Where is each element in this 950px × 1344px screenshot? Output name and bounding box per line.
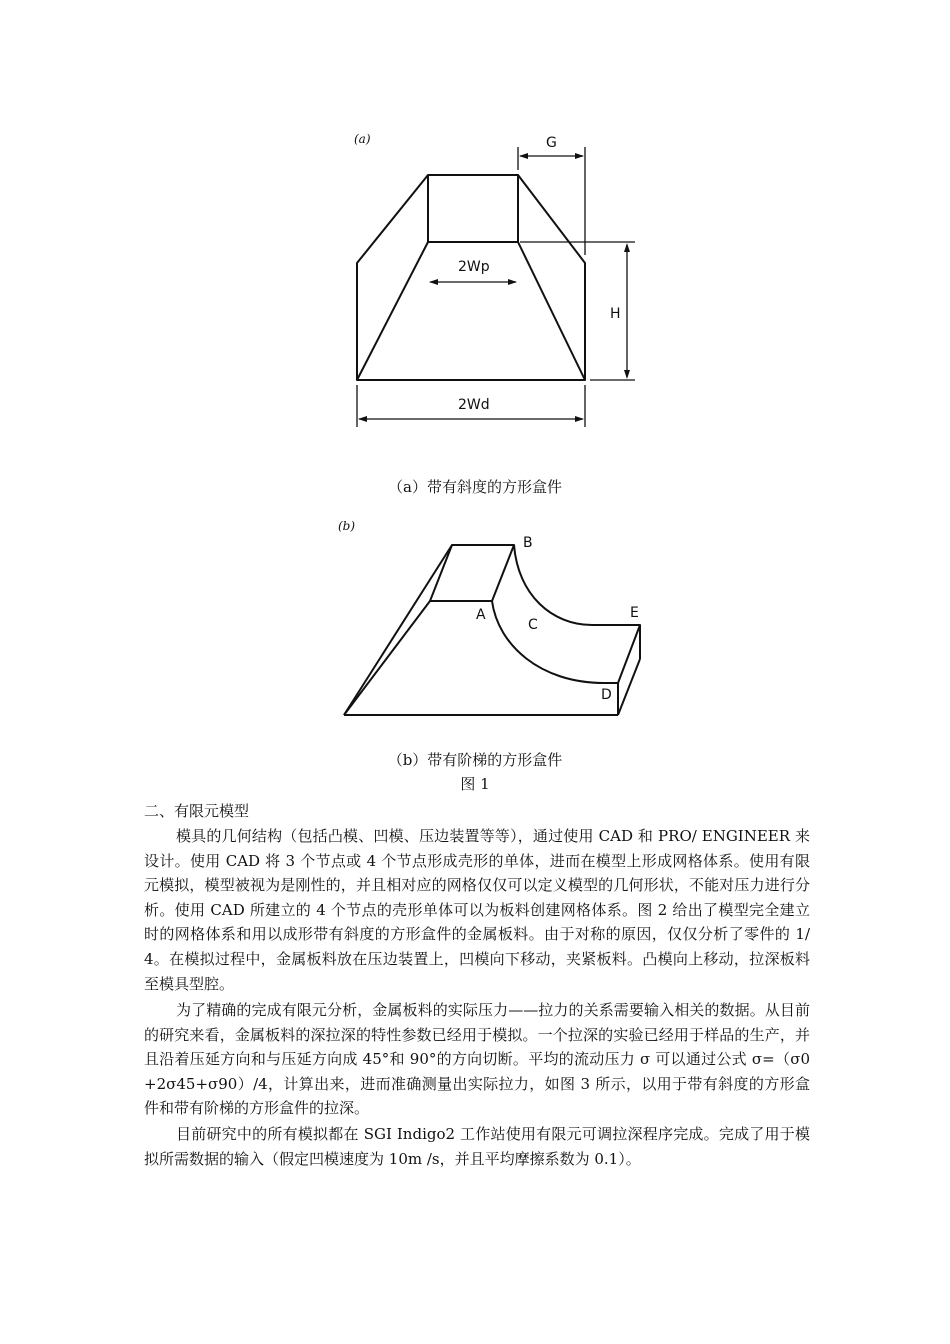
- upper-curve: [514, 545, 592, 625]
- figure-b-tag: (b): [338, 519, 356, 533]
- label-2wp: 2Wp: [458, 259, 490, 275]
- paragraph-2: 为了精确的完成有限元分析，金属板料的实际压力——拉力的关系需要输入相关的数据。从目前的研究来看，金属板料的深拉深的特性参数已经用于模拟。一个拉深的实验已经用于样品的生产，并且沿着压延方向和与压延方向成 45°和 90°的方向切断。平均的流动压力 σ 可以通过公式 σ=（σ0+2σ45+σ90）/4，计算出来，进而准确测量出实际拉力，如图 3 所示，以用于带有斜度的方形盒件和带有阶梯的方形盒件的拉深。: [144, 1001, 810, 1118]
- paragraph-3: 目前研究中的所有模拟都在 SGI Indigo2 工作站使用有限元可调拉深程序完成。完成了用于模拟所需数据的输入（假定凹模速度为 10m /s，并且平均摩擦系数为 0.1）。: [144, 1125, 810, 1168]
- top-face: [428, 175, 518, 242]
- left-back-edge: [344, 545, 452, 715]
- figure-b-drawing: [330, 515, 650, 725]
- figure-b: [330, 515, 650, 725]
- label-h: H: [610, 306, 621, 322]
- figure-a-caption: （a）带有斜度的方形盒件: [388, 478, 562, 496]
- left-front-edge: [344, 601, 430, 715]
- label-2wd: 2Wd: [458, 397, 490, 413]
- figure-a-drawing: [340, 125, 640, 435]
- label-e: E: [630, 605, 639, 621]
- label-c: C: [528, 617, 538, 633]
- right-slope-edge: [518, 242, 585, 380]
- label-d: D: [601, 687, 612, 703]
- left-slope-edge: [357, 242, 428, 380]
- top-platform: [430, 545, 514, 601]
- paragraph-1: 模具的几何结构（包括凸模、凹模、压边装置等等），通过使用 CAD 和 PRO/ ENGINEER 来设计。使用 CAD 将 3 个节点或 4 个节点形成壳形的单体，进而在模型上形成网格体系。使用有限元模拟，模型被视为是刚性的，并且相对应的网格仅仅可以定义模型的几何形状，不能对压力进行分析。使用 CAD 所建立的 4 个节点的壳形单体可以为板料创建网格体系。图 2 给出了模型完全建立时的网格体系和用以成形带有斜度的方形盒件的金属板料。由于对称的原因，仅仅分析了零件的 1/4。在模拟过程中，金属板料放在压边装置上，凹模向下移动，夹紧板料。凸模向上移动，拉深板料至模具型腔。: [144, 827, 810, 993]
- figure-a: [340, 125, 640, 435]
- base-right-bottom-edge: [618, 659, 640, 715]
- step-top: [592, 625, 640, 683]
- figure-b-caption: （b）带有阶梯的方形盒件: [387, 751, 563, 769]
- lower-curve: [492, 601, 604, 683]
- outer-outline: [357, 175, 585, 380]
- section-heading: 二、有限元模型: [144, 802, 250, 820]
- label-b: B: [523, 535, 533, 551]
- figure-title: 图 1: [460, 775, 490, 793]
- figure-a-tag: (a): [354, 132, 371, 146]
- label-g: G: [546, 135, 557, 151]
- label-a: A: [476, 607, 486, 623]
